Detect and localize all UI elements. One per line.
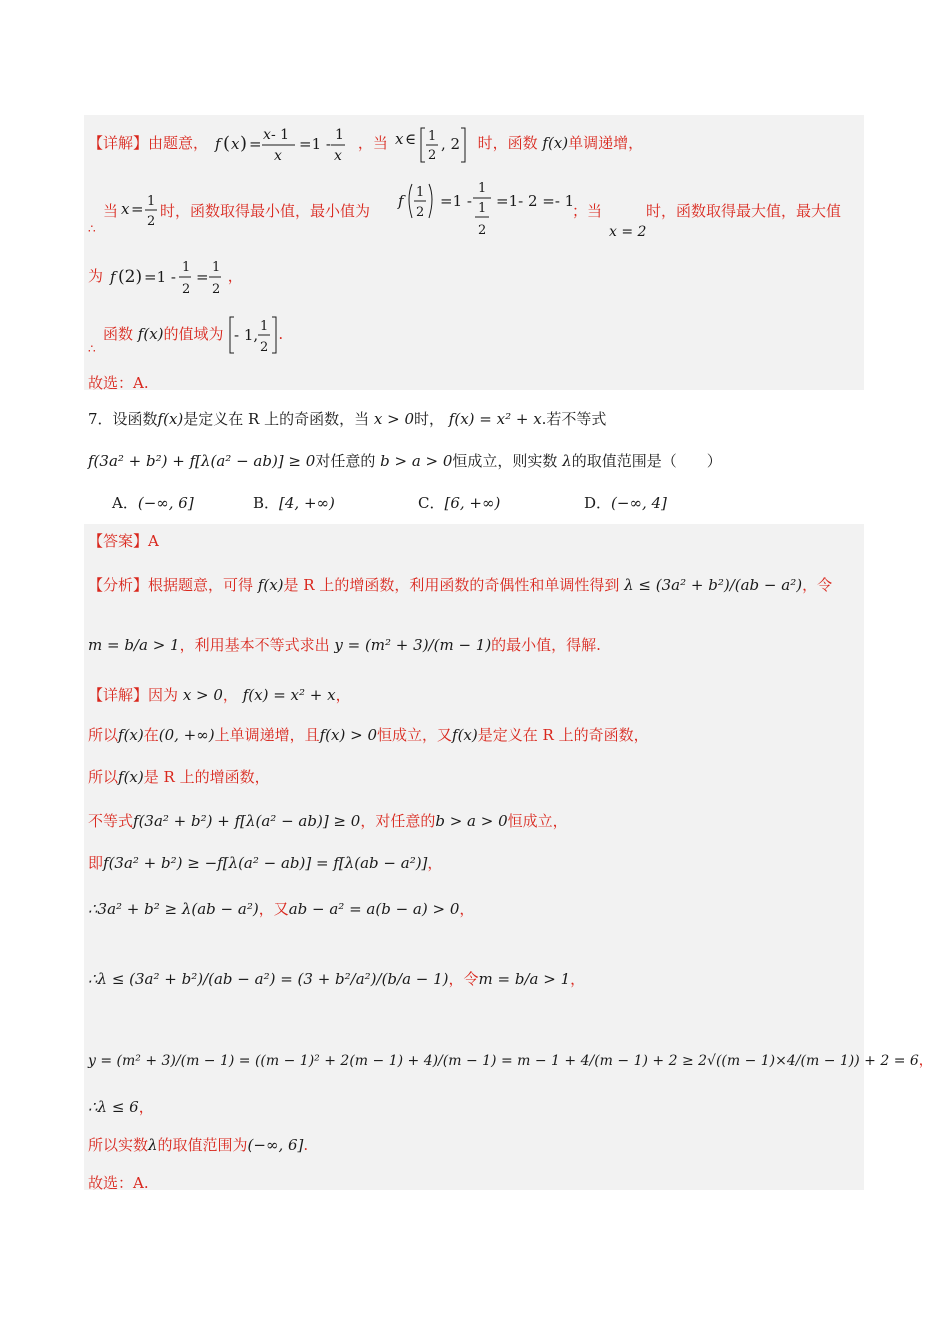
detail-step-9: ∴λ ≤ 6， (88, 1098, 154, 1116)
svg-text:=: = (195, 268, 209, 286)
svg-text:x: x (394, 130, 404, 148)
detail-step-4: 不等式f(3a² + b²) + f[λ(a² − ab)] ≥ 0，对任意的b > a > 0恒成立， (88, 812, 568, 830)
svg-text:=: = (131, 200, 144, 218)
f-of-x: f(x) (542, 134, 569, 152)
therefore-symbol: ∴ (88, 222, 96, 236)
svg-text:- 1: - 1 (270, 127, 289, 143)
svg-text:1: 1 (211, 260, 221, 275)
svg-text:=: = (248, 135, 262, 153)
svg-text:1: 1 (334, 127, 344, 143)
svg-text:x: x (262, 127, 271, 143)
svg-text:x: x (273, 148, 282, 164)
detail-step-8: y = (m² + 3)/(m − 1) = ((m − 1)² + 2(m − 1) + 4)/(m − 1) = m − 1 + 4/(m − 1) + 2 ≥ 2√((m − 1)×4/(m − 1)) + 2 = 6， (88, 1053, 933, 1069)
svg-text:1: 1 (478, 181, 487, 196)
detail-step-5: 即f(3a² + b²) ≥ −f[λ(a² − ab)] = f[λ(ab − a²)]， (88, 854, 443, 872)
detail-step-6: ∴3a² + b² ≥ λ(ab − a²)，又ab − a² = a(b − a) > 0， (88, 900, 475, 918)
svg-text:f: f (109, 268, 116, 286)
svg-text:(: ( (222, 133, 230, 154)
choice-line: 故选：A. (88, 374, 149, 392)
x-equals-half (119, 188, 159, 232)
svg-text:1: 1 (416, 185, 425, 200)
option-a[interactable]: A．(−∞, 6] (112, 494, 194, 512)
final-choice-line: 故选：A. (88, 1174, 149, 1192)
svg-text:=1- 2 =- 1: =1- 2 =- 1 (496, 192, 575, 210)
svg-text:x: x (230, 135, 240, 153)
detail-line-3: 为 f (2) =1 - 1 2 = 1 2 ， (88, 256, 243, 298)
interval-half-to-two (393, 124, 478, 164)
svg-text:- 1,: - 1, (234, 326, 259, 344)
detail-step-7: ∴λ ≤ (3a² + b²)/(ab − a²) = (3 + b²/a²)/(b/a − 1)，令m = b/a > 1， (88, 970, 586, 988)
svg-text:, 2: , 2 (440, 135, 460, 153)
svg-text:1: 1 (181, 260, 191, 275)
analysis-line-1: 【分析】根据题意，可得 f(x)是 R 上的增函数，利用函数的奇偶性和单调性得到 λ ≤ (3a² + b²)/(ab − a²)，令 (88, 576, 833, 594)
detail-line-4: ∴ 函数 f(x)的值域为 - 1, 1 2 . (88, 314, 283, 358)
svg-text:x: x (333, 148, 342, 164)
inequality-expression: f(3a² + b²) + f[λ(a² − ab)] ≥ 0 (88, 452, 316, 470)
fraction-f-of-x (213, 124, 358, 164)
svg-text:2: 2 (211, 282, 221, 297)
svg-text:2: 2 (181, 282, 191, 297)
detail-step-2: 所以f(x)在(0, +∞)上单调递增，且f(x) > 0恒成立，又f(x)是定义在 R 上的奇函数， (88, 726, 649, 744)
svg-text:1: 1 (147, 194, 156, 209)
svg-text:1: 1 (478, 201, 487, 216)
svg-text:x: x (121, 200, 130, 218)
max-value-expression (108, 256, 228, 298)
svg-text:2: 2 (478, 223, 487, 238)
svg-text:=1 -: =1 - (440, 192, 472, 210)
detail-line-1: 【详解】由题意， f ( x ) = x - 1 x =1 - 1 x ，当 x ∈ 1 2 , 2 时，函数 f(x)单调递增， (88, 124, 643, 164)
svg-text:=1 -: =1 - (298, 135, 331, 153)
question-7-line-1: 7．设函数f(x)是定义在 R 上的奇函数，当 x > 0时， f(x) = x² + x.若不等式 (88, 410, 607, 428)
detail-step-10: 所以实数λ的取值范围为(−∞, 6]. (88, 1136, 309, 1154)
min-value-expression (396, 178, 575, 242)
svg-text:1: 1 (260, 319, 269, 334)
analysis-line-2: m = b/a > 1，利用基本不等式求出 y = (m² + 3)/(m − 1)的最小值，得解. (88, 636, 601, 654)
svg-text:f: f (214, 135, 221, 153)
detail-tag: 【详解】 (88, 134, 149, 152)
svg-text:2: 2 (427, 148, 436, 163)
option-b[interactable]: B．[4, +∞) (253, 494, 335, 512)
option-d[interactable]: D．(−∞, 4] (584, 494, 667, 512)
svg-text:f: f (398, 192, 404, 210)
detail-line-2: ∴ 当 x = 1 2 时，函数取得最小值，最小值为 f 1 2 =1 - 1 1 2 =1- 2 =- 1 ；当 x = 2 时，函数取得最大值，最大值 (88, 178, 864, 242)
svg-text:1: 1 (427, 129, 436, 144)
x-equals-two: x = 2 (609, 224, 647, 240)
svg-text:=1 -: =1 - (143, 268, 176, 286)
svg-text:): ) (239, 133, 247, 154)
answer-line: 【答案】A (88, 532, 159, 550)
svg-text:2: 2 (260, 340, 269, 355)
detail-step-3: 所以f(x)是 R 上的增函数， (88, 768, 270, 786)
svg-text:(2): (2) (117, 267, 142, 287)
svg-text:2: 2 (147, 214, 156, 229)
detail-step-1: 【详解】因为 x > 0， f(x) = x² + x， (88, 686, 351, 704)
option-c[interactable]: C．[6, +∞) (418, 494, 501, 512)
range-interval (228, 314, 278, 356)
question-7-line-2: f(3a² + b²) + f[λ(a² − ab)] ≥ 0对任意的 b > a > 0恒成立，则实数 λ的取值范围是（ ） (88, 452, 722, 470)
svg-text:∈: ∈ (404, 130, 416, 148)
svg-text:2: 2 (416, 205, 425, 220)
